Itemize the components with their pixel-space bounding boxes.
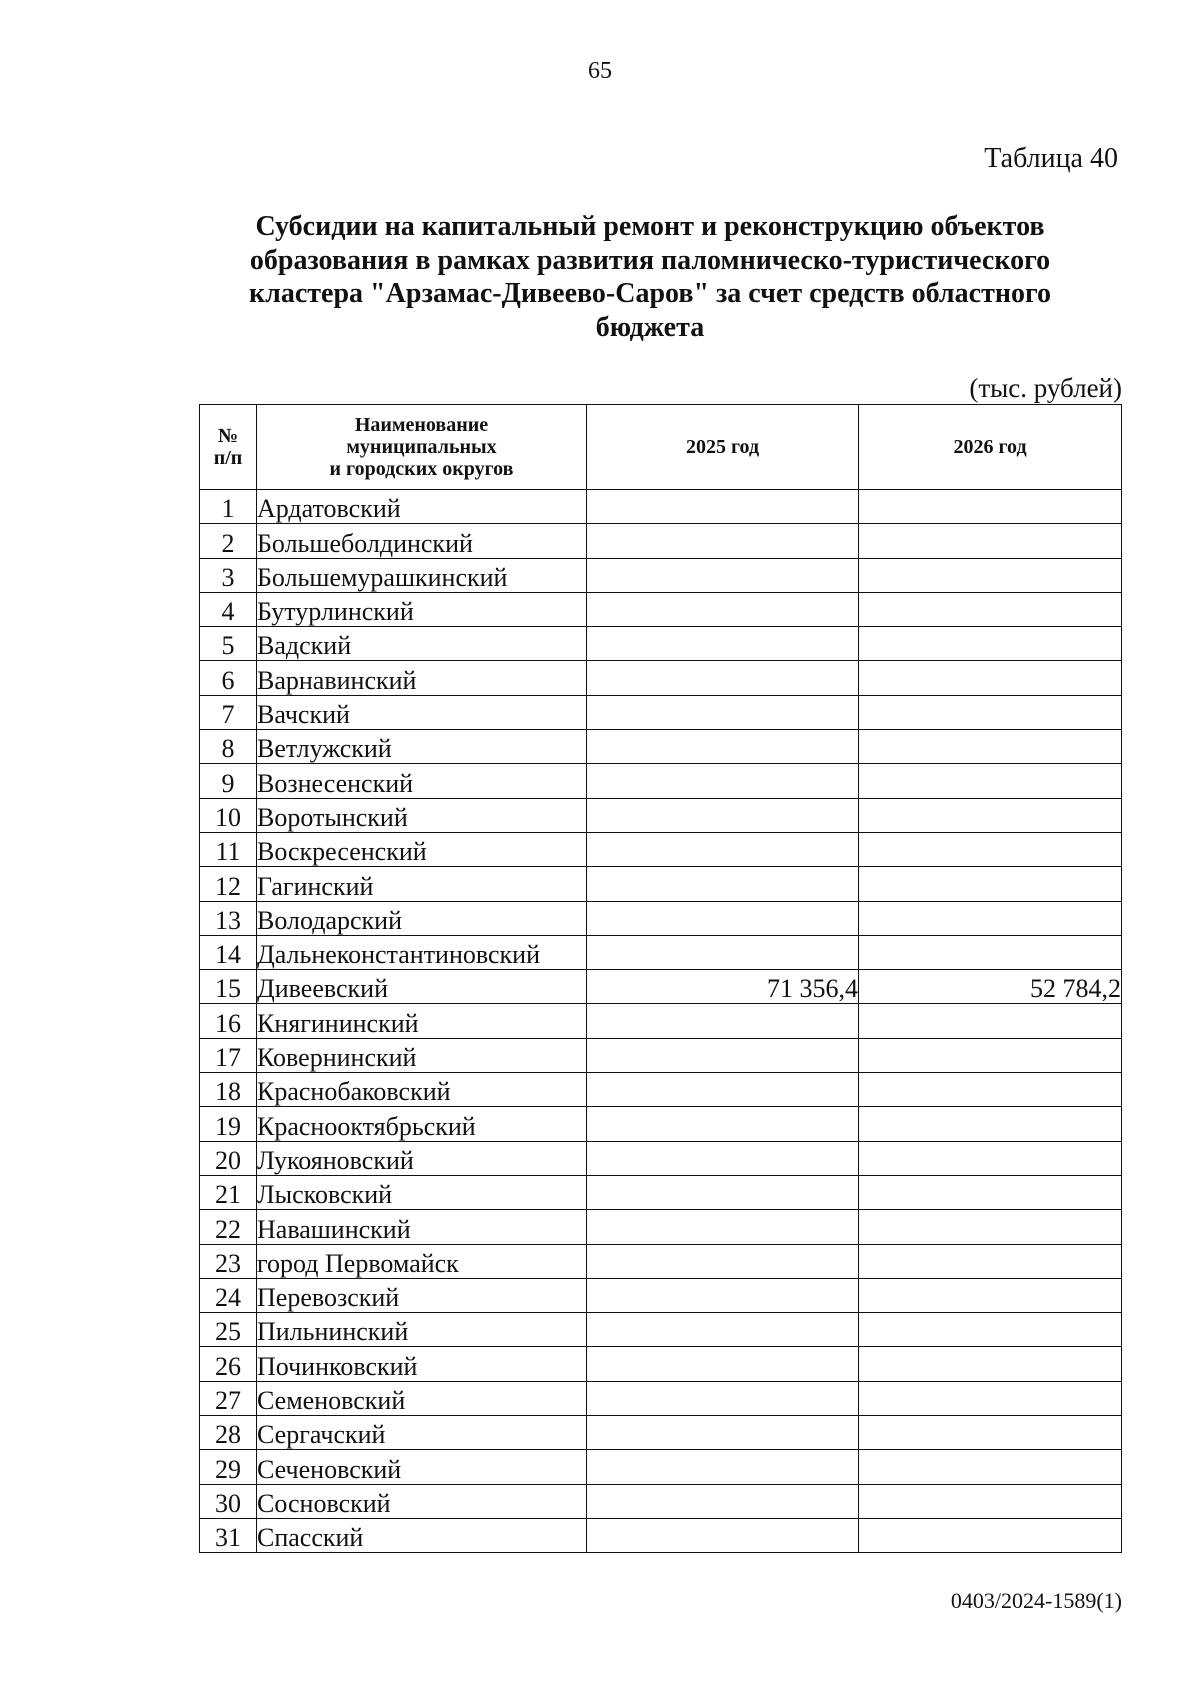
table-row: [200, 730, 1122, 764]
row-value-2026: [859, 1381, 1122, 1415]
row-value-2025: [587, 1141, 859, 1175]
document-title: [200, 210, 1100, 344]
row-municipality: Навашинский: [257, 1210, 587, 1244]
row-value-2026: [859, 1210, 1122, 1244]
row-number: 19: [200, 1107, 257, 1141]
row-value-2025: [587, 1073, 859, 1107]
row-number: 9: [200, 764, 257, 798]
row-value-2025: [587, 1107, 859, 1141]
row-value-2026: [859, 1278, 1122, 1312]
row-value-2026: [859, 832, 1122, 866]
row-value-2025: [587, 1347, 859, 1381]
table-row: [200, 1004, 1122, 1038]
row-municipality: Семеновский: [257, 1381, 587, 1415]
table-row: [200, 661, 1122, 695]
row-value-2025: [587, 1450, 859, 1484]
header-year-2025: 2025 год: [587, 405, 859, 490]
row-value-2026: [859, 695, 1122, 729]
row-value-2025: [587, 935, 859, 969]
table-row: [200, 1278, 1122, 1312]
row-value-2025: [587, 592, 859, 626]
row-value-2026: [859, 661, 1122, 695]
row-municipality: Перевозский: [257, 1278, 587, 1312]
row-value-2026: [859, 1416, 1122, 1450]
table-row: [200, 627, 1122, 661]
row-number: 23: [200, 1244, 257, 1278]
row-value-2026: [859, 798, 1122, 832]
row-number: 18: [200, 1073, 257, 1107]
table-row: [200, 1484, 1122, 1518]
row-number: 5: [200, 627, 257, 661]
table-row: [200, 764, 1122, 798]
table-row: [200, 1381, 1122, 1415]
row-value-2025: [587, 1278, 859, 1312]
row-number: 25: [200, 1313, 257, 1347]
table-row: [200, 1450, 1122, 1484]
row-value-2026: [859, 558, 1122, 592]
row-value-2025: [587, 1381, 859, 1415]
header-municipality: Наименование муниципальных и городских округов: [257, 405, 587, 490]
row-value-2026: [859, 867, 1122, 901]
units-note: (тыс. рублей): [969, 373, 1122, 403]
row-value-2026: [859, 1450, 1122, 1484]
row-number: 15: [200, 970, 257, 1004]
table-row: [200, 935, 1122, 969]
row-municipality: Лукояновский: [257, 1141, 587, 1175]
row-value-2026: [859, 1141, 1122, 1175]
table-row: [200, 1107, 1122, 1141]
table-row: [200, 1038, 1122, 1072]
row-municipality: Варнавинский: [257, 661, 587, 695]
row-value-2025: [587, 730, 859, 764]
row-value-2026: [859, 764, 1122, 798]
row-municipality: Гагинский: [257, 867, 587, 901]
row-value-2026: [859, 1244, 1122, 1278]
row-municipality: Ардатовский: [257, 490, 587, 524]
document-code: 0403/2024-1589(1): [950, 1588, 1122, 1613]
row-number: 14: [200, 935, 257, 969]
row-value-2025: [587, 1518, 859, 1552]
row-municipality: Сергачский: [257, 1416, 587, 1450]
row-municipality: Сосновский: [257, 1484, 587, 1518]
table-row: [200, 592, 1122, 626]
table-row: [200, 1313, 1122, 1347]
row-municipality: Дальнеконстантиновский: [257, 935, 587, 969]
row-number: 28: [200, 1416, 257, 1450]
page-number: 65: [588, 58, 612, 84]
row-number: 3: [200, 558, 257, 592]
row-value-2025: [587, 1416, 859, 1450]
row-municipality: Княгининский: [257, 1004, 587, 1038]
row-value-2025: [587, 1484, 859, 1518]
table-row: [200, 1175, 1122, 1209]
row-municipality: Бутурлинский: [257, 592, 587, 626]
row-number: 6: [200, 661, 257, 695]
subsidy-table: [199, 404, 1122, 1553]
row-number: 17: [200, 1038, 257, 1072]
row-value-2025: [587, 832, 859, 866]
row-municipality: Ветлужский: [257, 730, 587, 764]
row-value-2025: [587, 1210, 859, 1244]
row-value-2025: [587, 558, 859, 592]
row-value-2026: [859, 1518, 1122, 1552]
row-value-2025: [587, 798, 859, 832]
row-municipality: Лысковский: [257, 1175, 587, 1209]
row-number: 2: [200, 524, 257, 558]
table-row: [200, 901, 1122, 935]
row-number: 30: [200, 1484, 257, 1518]
row-value-2025: [587, 901, 859, 935]
row-municipality: Большемурашкинский: [257, 558, 587, 592]
row-number: 27: [200, 1381, 257, 1415]
row-number: 22: [200, 1210, 257, 1244]
row-value-2026: [859, 1038, 1122, 1072]
table-row: [200, 867, 1122, 901]
row-number: 13: [200, 901, 257, 935]
title-line: Субсидии на капитальный ремонт и реконструкцию объектов: [255, 211, 1045, 242]
title-line: бюджета: [595, 311, 705, 343]
row-value-2026: [859, 524, 1122, 558]
row-number: 12: [200, 867, 257, 901]
row-municipality: Сеченовский: [257, 1450, 587, 1484]
row-value-2026: 52 784,2: [859, 970, 1122, 1004]
row-municipality: Спасский: [257, 1518, 587, 1552]
row-number: 20: [200, 1141, 257, 1175]
table-row: [200, 1210, 1122, 1244]
row-number: 26: [200, 1347, 257, 1381]
row-value-2025: [587, 661, 859, 695]
table-row: [200, 1518, 1122, 1552]
row-municipality: Дивеевский: [257, 970, 587, 1004]
table-row: [200, 524, 1122, 558]
table-body: [200, 490, 1122, 1553]
row-municipality: Ковернинский: [257, 1038, 587, 1072]
table-row: [200, 832, 1122, 866]
header-year-2026: 2026 год: [859, 405, 1122, 490]
row-number: 16: [200, 1004, 257, 1038]
table-row: [200, 558, 1122, 592]
row-value-2025: [587, 764, 859, 798]
row-number: 4: [200, 592, 257, 626]
row-value-2026: [859, 627, 1122, 661]
row-value-2025: [587, 1313, 859, 1347]
row-municipality: Краснобаковский: [257, 1073, 587, 1107]
table-row: [200, 970, 1122, 1004]
row-value-2025: 71 356,4: [587, 970, 859, 1004]
row-municipality: Вознесенский: [257, 764, 587, 798]
row-number: 24: [200, 1278, 257, 1312]
title-line: образования в рамках развития паломническо-туристического: [249, 244, 1051, 276]
row-municipality: Пильнинский: [257, 1313, 587, 1347]
row-number: 8: [200, 730, 257, 764]
row-value-2026: [859, 730, 1122, 764]
row-municipality: город Первомайск: [257, 1244, 587, 1278]
row-number: 10: [200, 798, 257, 832]
row-value-2026: [859, 901, 1122, 935]
title-line: кластера "Арзамас-Дивеево-Саров" за счет средств областного: [249, 278, 1051, 310]
row-value-2025: [587, 1175, 859, 1209]
table-row: [200, 1244, 1122, 1278]
row-value-2025: [587, 867, 859, 901]
row-value-2026: [859, 1313, 1122, 1347]
row-value-2026: [859, 592, 1122, 626]
row-number: 29: [200, 1450, 257, 1484]
row-value-2026: [859, 935, 1122, 969]
row-municipality: Воротынский: [257, 798, 587, 832]
row-value-2025: [587, 695, 859, 729]
row-value-2025: [587, 1004, 859, 1038]
table-row: [200, 1073, 1122, 1107]
row-municipality: Большеболдинский: [257, 524, 587, 558]
row-value-2026: [859, 1347, 1122, 1381]
table-row: [200, 798, 1122, 832]
table-row: [200, 695, 1122, 729]
row-value-2025: [587, 1038, 859, 1072]
row-number: 21: [200, 1175, 257, 1209]
row-municipality: Воскресенский: [257, 832, 587, 866]
row-municipality: Починковский: [257, 1347, 587, 1381]
table-row: [200, 1347, 1122, 1381]
row-value-2025: [587, 1244, 859, 1278]
row-value-2025: [587, 627, 859, 661]
header-number: № п/п: [200, 405, 257, 490]
row-number: 31: [200, 1518, 257, 1552]
row-value-2026: [859, 1175, 1122, 1209]
row-municipality: Вачский: [257, 695, 587, 729]
table-row: [200, 1416, 1122, 1450]
row-value-2025: [587, 490, 859, 524]
row-value-2026: [859, 1004, 1122, 1038]
table-header-row: [200, 405, 1122, 490]
row-municipality: Краснооктябрьский: [257, 1107, 587, 1141]
row-value-2026: [859, 1484, 1122, 1518]
row-value-2025: [587, 524, 859, 558]
row-value-2026: [859, 490, 1122, 524]
table-row: [200, 490, 1122, 524]
row-municipality: Володарский: [257, 901, 587, 935]
row-municipality: Вадский: [257, 627, 587, 661]
row-value-2026: [859, 1073, 1122, 1107]
row-number: 7: [200, 695, 257, 729]
row-number: 1: [200, 490, 257, 524]
row-number: 11: [200, 832, 257, 866]
table-label: Таблица 40: [984, 143, 1118, 174]
table-row: [200, 1141, 1122, 1175]
row-value-2026: [859, 1107, 1122, 1141]
